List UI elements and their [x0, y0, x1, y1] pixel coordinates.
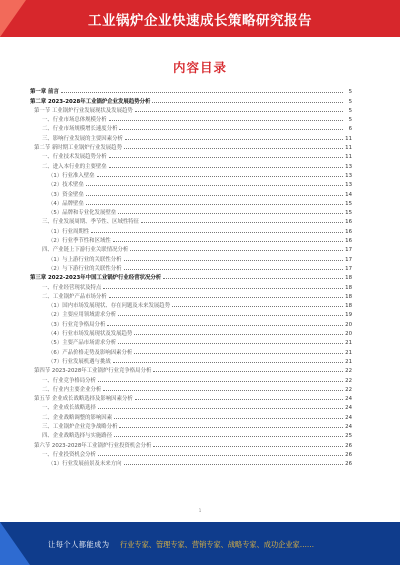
toc-entry[interactable]	[30, 160, 352, 169]
toc-entry-title: 一、行业竞争格局分析	[42, 377, 96, 384]
toc-entry-page: 14	[345, 191, 352, 198]
toc-entry[interactable]	[30, 216, 352, 225]
toc-entry-page: 16	[345, 238, 352, 245]
toc-entry[interactable]	[30, 114, 352, 123]
toc-entry[interactable]	[30, 281, 352, 290]
toc-entry[interactable]	[30, 188, 352, 197]
toc-entry[interactable]	[30, 95, 352, 104]
toc-entry[interactable]	[30, 402, 352, 411]
toc-entry[interactable]	[30, 374, 352, 383]
toc-entry-page: 18	[345, 293, 352, 300]
toc-entry-title: 第一节 工业锅炉行业发展现状及发展趋势	[34, 107, 133, 114]
toc-entry-title: （2）主要应用领域需求分析	[48, 312, 117, 319]
toc-entry-page: 17	[345, 265, 352, 272]
toc-entry-title: （6）产品价格走势及影响因素分析	[48, 349, 133, 356]
toc-entry-title: 第五节 企业成长战略选择及影响因素分析	[34, 396, 133, 403]
toc-leader-dots	[98, 455, 343, 456]
toc-entry-title: （3）行业竞争格局分析	[48, 321, 106, 328]
toc-entry-page: 24	[345, 405, 352, 412]
toc-entry[interactable]	[30, 86, 352, 95]
table-of-contents	[30, 86, 352, 467]
toc-entry-page: 24	[345, 414, 352, 421]
toc-entry-title: 第三章 2022-2023年中国工业锅炉行业经营状况分析	[30, 275, 162, 282]
toc-leader-dots	[86, 185, 343, 186]
toc-entry-page: 21	[345, 349, 352, 356]
toc-entry-page: 13	[345, 172, 352, 179]
toc-entry-title: （1）行业发展前景及未来方向	[48, 461, 122, 468]
toc-leader-dots	[61, 92, 343, 93]
toc-entry-page: 13	[345, 182, 352, 189]
toc-entry-page: 22	[345, 377, 352, 384]
toc-entry[interactable]	[30, 337, 352, 346]
toc-entry[interactable]	[30, 449, 352, 458]
toc-entry[interactable]	[30, 244, 352, 253]
toc-entry-page: 15	[345, 200, 352, 207]
toc-leader-dots	[141, 222, 343, 223]
footer-slogan-roles: 行业专家、管理专家、营销专家、战略专家、成功企业家……	[120, 540, 315, 549]
toc-entry-page: 22	[345, 368, 352, 375]
toc-entry-title: （5）品牌和专业化发展壁垒	[48, 210, 117, 217]
toc-leader-dots	[86, 195, 343, 196]
toc-leader-dots	[97, 176, 343, 177]
toc-leader-dots	[109, 167, 343, 168]
toc-leader-dots	[113, 241, 343, 242]
toc-leader-dots	[113, 362, 343, 363]
toc-entry-page: 11	[345, 154, 352, 161]
toc-entry-title: （1）国内市场发展现状、存在问题及未来发展趋势	[48, 303, 171, 310]
toc-entry-title: 三、行业发展周期、季节性、区域性特征	[42, 219, 140, 226]
toc-entry-page: 17	[345, 256, 352, 263]
toc-entry-page: 11	[345, 135, 352, 142]
toc-leader-dots	[98, 408, 343, 409]
toc-leader-dots	[163, 278, 343, 279]
toc-entry[interactable]	[30, 458, 352, 467]
toc-entry-title: 第六节 2023-2028年工业锅炉行业投资机会分析	[34, 442, 152, 449]
toc-entry-title: 一、行业投资机会分析	[42, 451, 96, 458]
toc-entry-page: 19	[345, 312, 352, 319]
toc-entry-page: 5	[348, 89, 352, 96]
toc-entry-page: 11	[345, 145, 352, 152]
toc-entry-page: 5	[348, 117, 352, 124]
toc-leader-dots	[118, 213, 343, 214]
toc-entry[interactable]	[30, 105, 352, 114]
toc-leader-dots	[130, 250, 343, 251]
toc-entry-page: 24	[345, 396, 352, 403]
toc-entry-page: 15	[345, 210, 352, 217]
toc-leader-dots	[118, 315, 343, 316]
toc-entry-title: 第二章 2023-2028年工业锅炉企业发展趋势分析	[30, 98, 151, 105]
page-number: 1	[198, 508, 202, 513]
toc-entry-title: （1）行业周期性	[48, 228, 90, 235]
toc-entry-page: 13	[345, 163, 352, 170]
toc-title: 内容目录	[172, 60, 227, 75]
toc-entry-title: 一、行业市场总体规模分析	[42, 117, 107, 124]
toc-entry-page: 17	[345, 247, 352, 254]
toc-entry-page: 18	[345, 303, 352, 310]
toc-entry[interactable]	[30, 356, 352, 365]
toc-entry-title: （3）资金壁垒	[48, 191, 84, 198]
toc-entry-title: （1）行业准入壁垒	[48, 172, 95, 179]
toc-entry-page: 25	[345, 433, 352, 440]
toc-entry[interactable]	[30, 170, 352, 179]
toc-leader-dots	[135, 111, 343, 112]
toc-entry[interactable]	[30, 132, 352, 141]
toc-leader-dots	[134, 334, 343, 335]
toc-entry[interactable]	[30, 207, 352, 216]
toc-entry-title: 第四节 2023-2028年工业锅炉行业竞争格局分析	[34, 368, 152, 375]
toc-entry-page: 22	[345, 386, 352, 393]
toc-entry-page: 21	[345, 358, 352, 365]
toc-entry-title: 四、产业链上下游行业关联情况分析	[42, 247, 129, 254]
toc-leader-dots	[98, 381, 343, 382]
toc-entry-title: （1）与上游行业的关联性分析	[48, 256, 122, 263]
toc-leader-dots	[114, 436, 343, 437]
toc-entry-title: 四、企业战略选择与实施路径	[42, 433, 113, 440]
toc-entry-page: 6	[348, 126, 352, 133]
toc-entry[interactable]	[30, 253, 352, 262]
toc-entry[interactable]	[30, 421, 352, 430]
toc-entry-page: 18	[345, 284, 352, 291]
toc-entry[interactable]	[30, 309, 352, 318]
toc-leader-dots	[124, 148, 343, 149]
toc-leader-dots	[135, 399, 343, 400]
toc-leader-dots	[118, 343, 343, 344]
toc-entry[interactable]	[30, 291, 352, 300]
toc-entry-title: 三、影响行业发展的主要因素分析	[42, 135, 123, 142]
toc-entry[interactable]	[30, 318, 352, 327]
toc-entry-title: （7）行业发展机遇与挑战	[48, 358, 111, 365]
toc-entry[interactable]	[30, 235, 352, 244]
toc-leader-dots	[124, 464, 343, 465]
toc-entry-title: （2）与下游行业的关联性分析	[48, 265, 122, 272]
toc-entry-title: （4）品牌壁垒	[48, 200, 84, 207]
toc-entry-page: 24	[345, 423, 352, 430]
report-header	[0, 0, 400, 37]
toc-entry-title: （2）技术壁垒	[48, 182, 84, 189]
toc-entry[interactable]	[30, 346, 352, 355]
toc-entry[interactable]	[30, 300, 352, 309]
toc-entry-title: 三、工业锅炉企业竞争战略分析	[42, 423, 118, 430]
toc-entry-title: 一、行业经营现状及特点	[42, 284, 102, 291]
toc-entry[interactable]	[30, 179, 352, 188]
report-title: 工业锅炉企业快速成长策略研究报告	[88, 13, 312, 29]
toc-entry[interactable]	[30, 151, 352, 160]
toc-entry[interactable]	[30, 365, 352, 374]
toc-entry-title: 二、工业锅炉产品市场分析	[42, 293, 107, 300]
toc-leader-dots	[124, 260, 343, 261]
toc-leader-dots	[103, 288, 343, 289]
footer-accent	[0, 522, 30, 565]
toc-entry-page: 18	[345, 275, 352, 282]
toc-entry-title: （5）主要产品市场需求分析	[48, 340, 117, 347]
toc-entry-title: 第一章 前言	[30, 89, 59, 96]
toc-entry[interactable]	[30, 263, 352, 272]
toc-entry-title: 一、行业技术发展趋势分析	[42, 154, 107, 161]
toc-leader-dots	[172, 306, 343, 307]
toc-entry-title: 二、行业内主要企业分析	[42, 386, 102, 393]
footer-banner	[0, 522, 400, 565]
toc-leader-dots	[109, 157, 343, 158]
toc-entry[interactable]	[30, 142, 352, 151]
toc-leader-dots	[125, 139, 343, 140]
toc-entry-page: 26	[345, 442, 352, 449]
toc-leader-dots	[109, 120, 343, 121]
toc-entry[interactable]	[30, 272, 352, 281]
toc-entry[interactable]	[30, 439, 352, 448]
toc-entry-title: 二、进入本行业的主要壁垒	[42, 163, 107, 170]
toc-entry-page: 21	[345, 340, 352, 347]
toc-leader-dots	[107, 325, 343, 326]
toc-entry-title: 一、企业成长战略选择	[42, 405, 96, 412]
toc-leader-dots	[86, 204, 343, 205]
toc-entry-title: （2）行业季节性和区域性	[48, 238, 111, 245]
toc-entry[interactable]	[30, 411, 352, 420]
toc-entry[interactable]	[30, 123, 352, 132]
toc-leader-dots	[124, 269, 343, 270]
toc-leader-dots	[119, 427, 343, 428]
toc-entry[interactable]	[30, 198, 352, 207]
toc-entry[interactable]	[30, 393, 352, 402]
toc-entry-title: 第二节 新时期工业锅炉行业发展趋势	[34, 145, 122, 152]
toc-entry-page: 5	[348, 107, 352, 114]
toc-entry[interactable]	[30, 225, 352, 234]
toc-leader-dots	[153, 371, 343, 372]
toc-entry-page: 20	[345, 321, 352, 328]
toc-leader-dots	[114, 418, 343, 419]
toc-leader-dots	[91, 232, 343, 233]
toc-entry[interactable]	[30, 430, 352, 439]
toc-leader-dots	[109, 297, 343, 298]
toc-leader-dots	[152, 102, 343, 103]
toc-leader-dots	[119, 129, 343, 130]
toc-entry-page: 5	[348, 98, 352, 105]
toc-entry-title: 二、企业战略调整的影响因素	[42, 414, 113, 421]
toc-entry-page: 16	[345, 219, 352, 226]
toc-entry-page: 26	[345, 461, 352, 468]
toc-entry-page: 26	[345, 451, 352, 458]
toc-entry-page: 16	[345, 228, 352, 235]
toc-leader-dots	[134, 353, 343, 354]
footer-slogan: 让每个人都能成为	[48, 540, 110, 549]
toc-leader-dots	[103, 390, 343, 391]
toc-entry-page: 20	[345, 331, 352, 338]
toc-entry-title: 二、行业市场规模增长速度分析	[42, 126, 118, 133]
toc-leader-dots	[153, 446, 343, 447]
toc-entry-title: （4）行业市场发展现状及发展趋势	[48, 331, 133, 338]
toc-entry[interactable]	[30, 328, 352, 337]
toc-entry[interactable]	[30, 384, 352, 393]
